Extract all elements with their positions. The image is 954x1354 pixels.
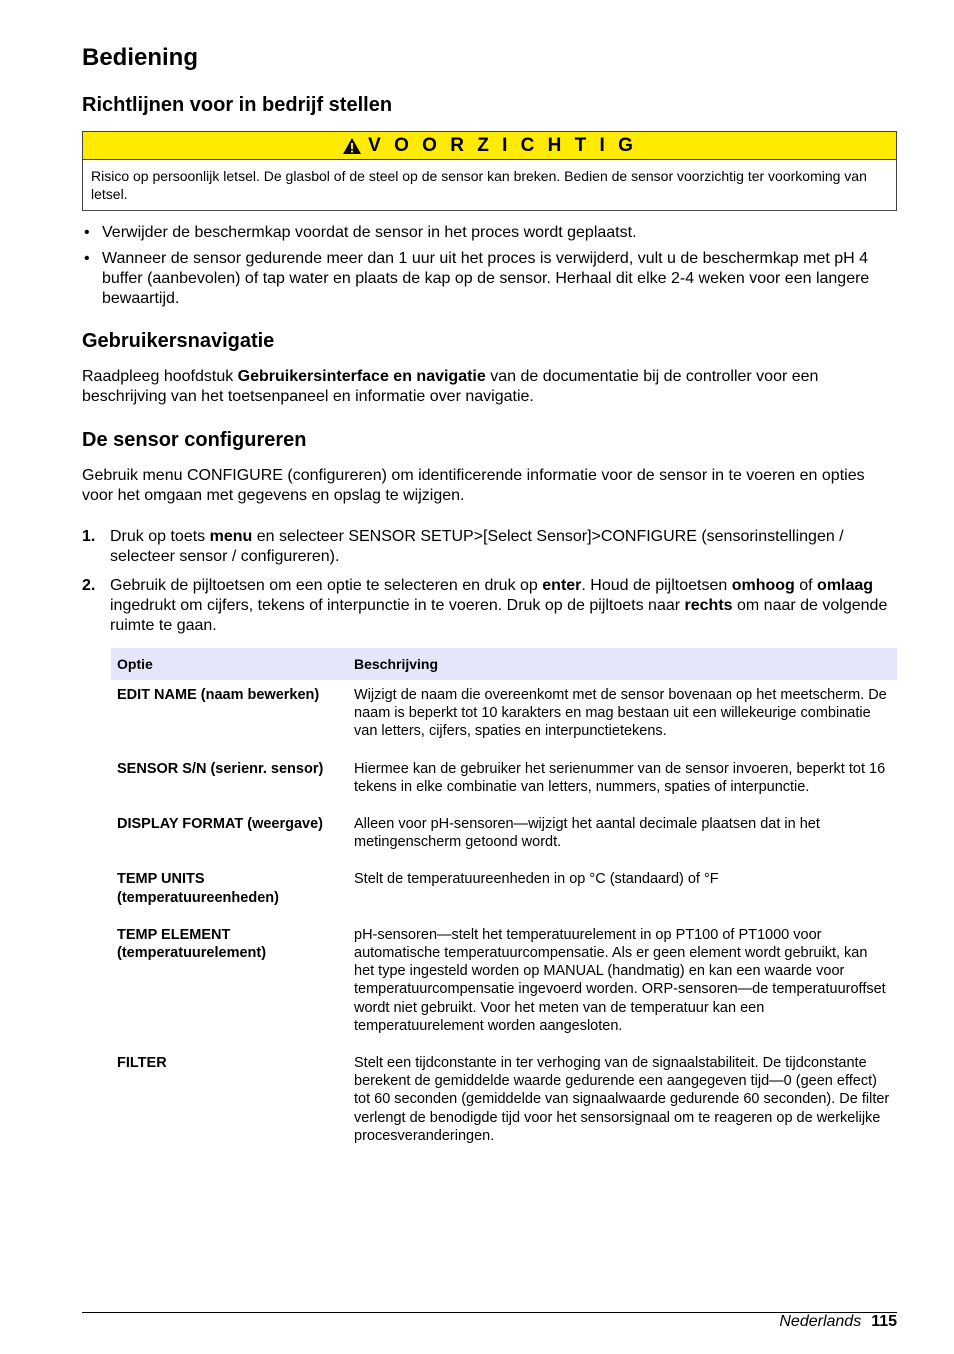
step-text: Gebruik de pijltoetsen om een optie te selecteren en druk op — [110, 577, 543, 594]
list-item: • Wanneer de sensor gedurende meer dan 1 uur uit het proces is verwijderd, vult u de beschermkap met pH 4 buffer (aanbevolen) of tap water en plaats de kap op de sensor. Herhaal dit elke 2-4 weken voor een langere bewaartijd. — [82, 249, 897, 309]
footer-language: Nederlands — [779, 1313, 862, 1330]
table-row — [111, 1048, 897, 1158]
section-title-navigation: Gebruikersnavigatie — [82, 330, 275, 352]
option-name: FILTER — [117, 1055, 167, 1072]
option-description: Alleen voor pH-sensoren—wijzigt het aantal decimale plaatsen dat in het metingenscherm getoond wordt. — [354, 816, 820, 851]
key-name: rechts — [684, 597, 733, 614]
step-text: . Houd de pijltoetsen — [581, 577, 732, 594]
table-row — [111, 864, 897, 919]
table-row — [111, 754, 897, 809]
list-item: • Verwijder de beschermkap voordat de sensor in het proces wordt geplaatst. — [82, 223, 897, 243]
option-description: Hiermee kan de gebruiker het serienummer van de sensor invoeren, beperkt tot 16 tekens in elke combinatie van letters, nummers, spaties of interpunctie. — [354, 760, 886, 795]
option-name: SENSOR S/N (serienr. sensor) — [117, 760, 324, 777]
navigation-reference: Gebruikersinterface en navigatie — [237, 368, 486, 385]
step-number: 1. — [82, 528, 96, 545]
option-name: TEMP UNITS (temperatuureenheden) — [117, 871, 279, 906]
caution-text: Risico op persoonlijk letsel. De glasbol of de steel op de sensor kan breken. Bedien de sensor voorzichtig ter voorkoming van letsel. — [91, 168, 867, 202]
step-text: en selecteer SENSOR SETUP>[Select Sensor]>CONFIGURE (sensorinstellingen / selecteer sensor / configureren). — [110, 528, 844, 565]
option-name: DISPLAY FORMAT (weergave) — [117, 816, 324, 833]
option-description: Wijzigt de naam die overeenkomt met de sensor bovenaan op het meetscherm. De naam is beperkt tot 10 karakters en mag bestaan uit een willekeurige combinatie van letters, cijfers, spaties en interpunctietekens. — [354, 687, 887, 740]
step-text: om naar de volgende ruimte te gaan. — [110, 597, 888, 634]
footer-divider — [82, 1312, 897, 1313]
commissioning-bullets — [82, 223, 897, 315]
option-description: pH-sensoren—stelt het temperatuurelement in op PT100 of PT1000 voor automatische temperatuurcompensatie. Als er geen element wordt gebruikt, kan het type ingesteld worden op MANUAL (handmatig) en kan een waarde voor temperatuurcompensatie ingevoerd worden. ORP-sensoren—de temperatuuroffset wordt niet gebruikt. Voor het meten van de temperatuur kan een temperatuurelement worden aangesloten. — [354, 926, 886, 1034]
option-name: TEMP ELEMENT (temperatuurelement) — [117, 926, 267, 962]
navigation-text: Raadpleeg hoofdstuk — [82, 368, 238, 385]
configure-steps — [82, 527, 897, 645]
option-name: EDIT NAME (naam bewerken) — [117, 687, 320, 703]
caution-box — [82, 131, 897, 211]
step-text: of — [794, 577, 818, 594]
section-title-configure: De sensor configureren — [82, 429, 307, 451]
navigation-text-end: van de documentatie bij de controller voor een beschrijving van het toetsenpaneel en informatie over navigatie. — [82, 368, 819, 405]
key-name: enter — [542, 577, 582, 594]
step-2 — [82, 576, 897, 636]
warning-triangle-icon — [342, 137, 362, 155]
column-header-description: Beschrijving — [348, 648, 897, 680]
step-1 — [82, 527, 897, 567]
table-row — [111, 680, 897, 754]
table-header-row — [111, 648, 897, 680]
option-description: Stelt de temperatuureenheden in op °C (standaard) of °F — [354, 871, 719, 888]
key-name: omlaag — [817, 577, 874, 594]
column-header-option: Optie — [111, 648, 348, 680]
table-row — [111, 920, 897, 1048]
page-footer — [779, 1313, 897, 1331]
caution-label: V O O R Z I C H T I G — [368, 134, 637, 156]
section-title-commissioning: Richtlijnen voor in bedrijf stellen — [82, 94, 393, 116]
key-name: menu — [209, 528, 253, 545]
step-text: ingedrukt om cijfers, tekens of interpunctie in te voeren. Druk op de pijltoets naar — [110, 597, 685, 614]
table-row — [111, 809, 897, 864]
navigation-paragraph — [82, 367, 897, 407]
configure-intro: Gebruik menu CONFIGURE (configureren) om identificerende informatie voor de sensor in te voeren en opties voor het omgaan met gegevens en opslag te wijzigen. — [82, 467, 865, 504]
options-table — [111, 648, 897, 1158]
page-title: Bediening — [82, 44, 199, 71]
caution-header — [83, 132, 896, 160]
page-number: 115 — [871, 1313, 897, 1330]
option-description: Stelt een tijdconstante in ter verhoging van de signaalstabiliteit. De tijdconstante berekent de gemiddelde waarde gedurende een aangegeven tijd—0 (geen effect) tot 60 seconden (gemiddelde van signaalwaarde gedurende 60 seconden). De filter verlengt de benodigde tijd voor het sensorsignaal om te reageren op de werkelijke procesveranderingen. — [354, 1055, 890, 1144]
key-name: omhoog — [731, 577, 795, 594]
step-text: Druk op toets — [110, 528, 210, 545]
step-number: 2. — [82, 577, 96, 594]
